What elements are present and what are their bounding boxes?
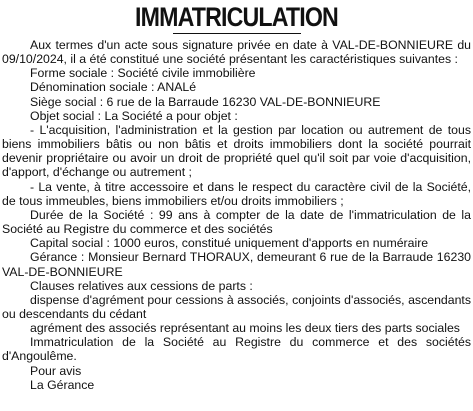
paragraph-registration: Immatriculation de la Société au Registre du commerce et des sociétés d'Angoulême. xyxy=(2,335,471,364)
paragraph-registered-office: Siège social : 6 rue de la Barraude 16230 VAL-DE-BONNIEURE xyxy=(30,94,381,109)
notice-body xyxy=(2,38,471,392)
paragraph-legal-form: Forme sociale : Société civile immobilière xyxy=(30,66,256,81)
paragraph-transfer-clauses: Clauses relatives aux cessions de parts : xyxy=(30,278,253,293)
paragraph-signature: La Gérance xyxy=(30,377,95,392)
paragraph-purpose-heading: Objet social : La Société a pour objet : xyxy=(30,108,238,123)
paragraph-duration: Durée de la Société : 99 ans à compter de la date de l'immatriculation de la Société au Registre du commerce et des sociétés xyxy=(2,207,471,237)
paragraph-capital: Capital social : 1000 euros, constitué uniquement d'apports en numéraire xyxy=(30,236,429,251)
notice-title: IMMATRICULATION xyxy=(135,2,338,32)
paragraph-management: Gérance : Monsieur Bernard THORAUX, demeurant 6 rue de la Barraude 16230 VAL-DE-BONNIEURE xyxy=(2,250,471,279)
paragraph-purpose-acquisition: - L'acquisition, l'administration et la gestion par location ou autrement de tous biens immobiliers bâtis ou non bâtis et droits immobiliers dont la société pourrait devenir propriétaire ou avoir un droit de propriété quel qu'il soit par voie d'acquisition, d'apport, d'échange ou autrement ; xyxy=(2,122,471,180)
paragraph-company-name: Dénomination sociale : ANALé xyxy=(30,80,197,95)
paragraph-purpose-sale: - La vente, à titre accessoire et dans le respect du caractère civil de la Société, de tous immeubles, biens immobiliers et/ou droits immobiliers ; xyxy=(2,179,471,208)
paragraph-for-notice: Pour avis xyxy=(30,363,82,378)
paragraph-intro: Aux termes d'un acte sous signature privée en date à VAL-DE-BONNIEURE du 09/10/2024, il a été constitué une société présentant les caractéristiques suivantes : xyxy=(2,38,471,67)
paragraph-approval-requirement: agrément des associés représentant au moins les deux tiers des parts sociales xyxy=(30,321,460,336)
title-underline xyxy=(173,33,301,34)
paragraph-approval-exemption: dispense d'agrément pour cessions à associés, conjoints d'associés, ascendants ou descendants du cédant xyxy=(2,292,471,321)
